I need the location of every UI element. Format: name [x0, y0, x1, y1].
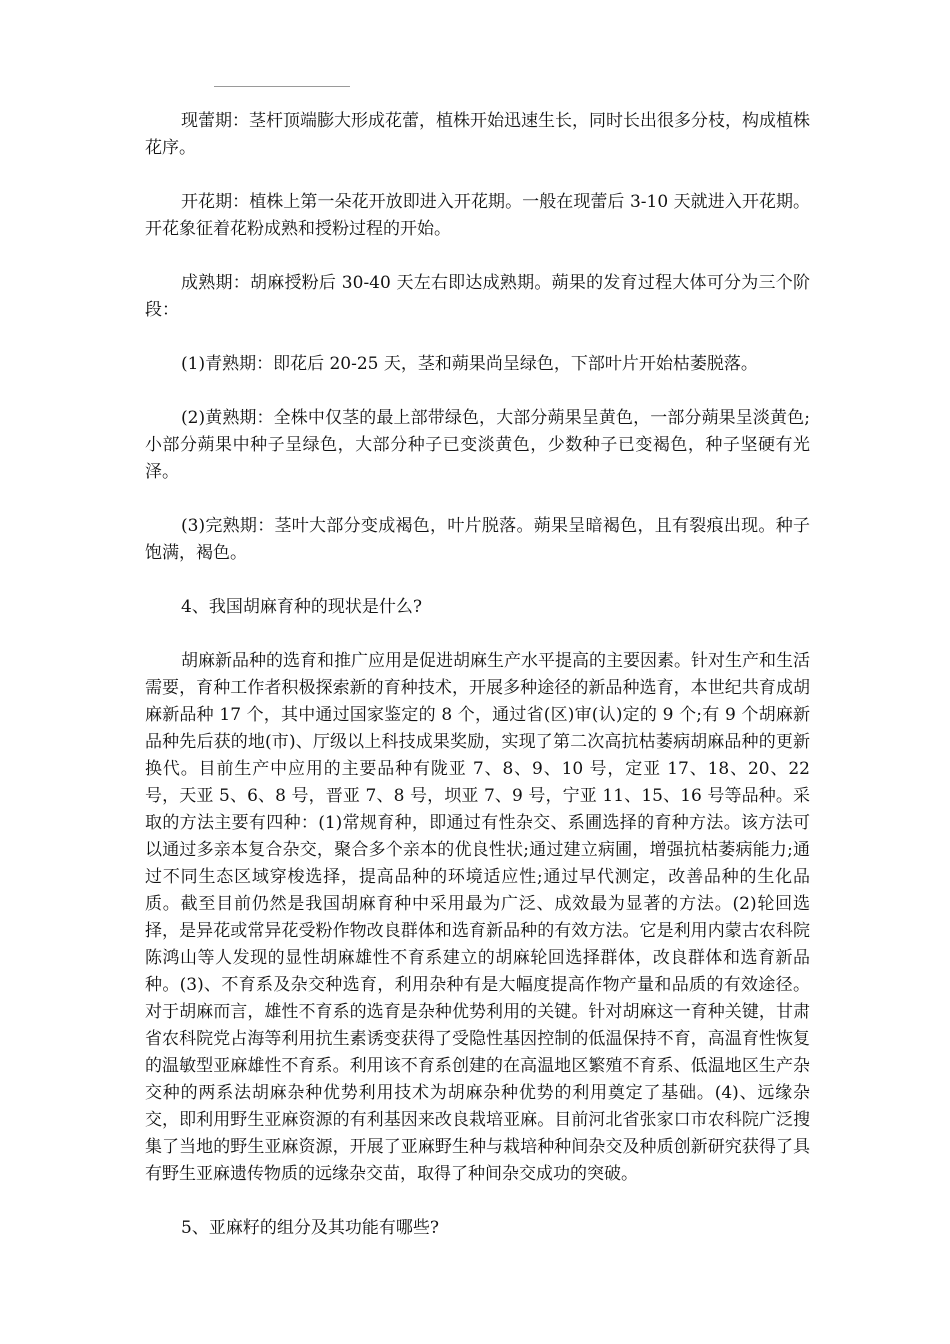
header-rule [214, 86, 350, 87]
paragraph-breeding-status: 胡麻新品种的选育和推广应用是促进胡麻生产水平提高的主要因素。针对生产和生活需要，育种工作者积极探索新的育种技术，开展多种途径的新品种选育，本世纪共育成胡麻新品种 17 个，其中通过国家鉴定的 8 个，通过省(区)审(认)定的 9 个;有 9 个胡麻新品种先后获的地(市)、厅级以上科技成果奖励，实现了第二次高抗枯萎病胡麻品种的更新换代。目前生产中应用的主要品种有陇亚 7、8、9、10 号，定亚 17、18、20、22 号，天亚 5、6、8 号，晋亚 7、8 号，坝亚 7、9 号，宁亚 11、15、16 号等品种。采取的方法主要有四种：(1)常规育种，即通过有性杂交、系圃选择的育种方法。该方法可以通过多亲本复合杂交，聚合多个亲本的优良性状;通过建立病圃，增强抗枯萎病能力;通过不同生态区域穿梭选择，提高品种的环境适应性;通过早代测定，改善品种的生化品质。截至目前仍然是我国胡麻育种中采用最为广泛、成效最为显著的方法。(2)轮回选择，是异花或常异花受粉作物改良群体和选育新品种的有效方法。它是利用内蒙古农科院陈鸿山等人发现的显性胡麻雄性不育系建立的胡麻轮回选择群体，改良群体和选育新品种。(3)、不育系及杂交种选育，利用杂种有是大幅度提高作物产量和品质的有效途径。对于胡麻而言，雄性不育系的选育是杂种优势利用的关键。针对胡麻这一育种关键，甘肃省农科院党占海等利用抗生素诱变获得了受隐性基因控制的低温保持不育，高温育性恢复的温敏型亚麻雄性不育系。利用该不育系创建的在高温地区繁殖不育系、低温地区生产杂交种的两系法胡麻杂种优势利用技术为胡麻杂种优势的利用奠定了基础。(4)、远缘杂交，即利用野生亚麻资源的有利基因来改良栽培亚麻。目前河北省张家口市农科院广泛搜集了当地的野生亚麻资源，开展了亚麻野生种与栽培种种间杂交及种质创新研究获得了具有野生亚麻遗传物质的远缘杂交苗，取得了种间杂交成功的突破。 [145, 651, 810, 1184]
document-body [145, 108, 810, 1269]
section-heading-breeding-status: 4、我国胡麻育种的现状是什么? [181, 597, 422, 617]
paragraph-maturity-stage: 成熟期：胡麻授粉后 30-40 天左右即达成熟期。蒴果的发育过程大体可分为三个阶段： [145, 273, 810, 320]
paragraph-budding-stage: 现蕾期：茎杆顶端膨大形成花蕾，植株开始迅速生长，同时长出很多分枝，构成植株花序。 [145, 111, 810, 158]
paragraph-yellow-ripe-stage: (2)黄熟期：全株中仅茎的最上部带绿色，大部分蒴果呈黄色，一部分蒴果呈淡黄色;小部分蒴果中种子呈绿色，大部分种子已变淡黄色，少数种子已变褐色，种子坚硬有光泽。 [145, 408, 810, 482]
paragraph-flowering-stage: 开花期：植株上第一朵花开放即进入开花期。一般在现蕾后 3-10 天就进入开花期。开花象征着花粉成熟和授粉过程的开始。 [145, 192, 810, 239]
section-heading-flaxseed-components: 5、亚麻籽的组分及其功能有哪些? [181, 1218, 439, 1238]
paragraph-green-ripe-stage: (1)青熟期：即花后 20-25 天，茎和蒴果尚呈绿色，下部叶片开始枯萎脱落。 [181, 354, 758, 374]
paragraph-full-ripe-stage: (3)完熟期：茎叶大部分变成褐色，叶片脱落。蒴果呈暗褐色，且有裂痕出现。种子饱满，褐色。 [145, 516, 810, 563]
